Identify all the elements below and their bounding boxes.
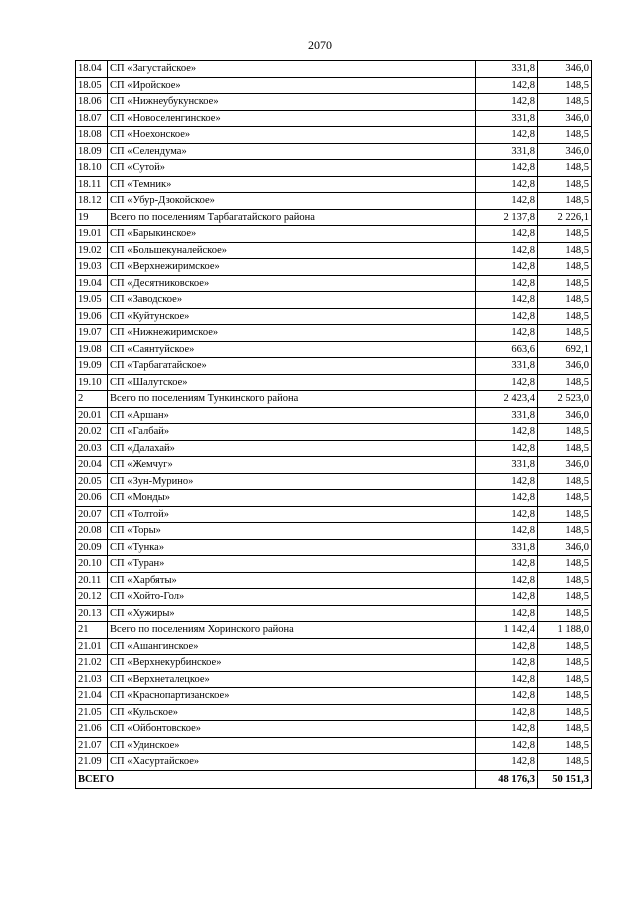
row-name: СП «Шалутское» — [108, 374, 476, 391]
row-value-2: 148,5 — [538, 638, 592, 655]
row-code: 19.06 — [76, 308, 108, 325]
row-value-2: 148,5 — [538, 490, 592, 507]
row-value-1: 331,8 — [476, 61, 538, 78]
table-row — [76, 655, 592, 672]
row-value-2: 148,5 — [538, 589, 592, 606]
row-value-1: 142,8 — [476, 325, 538, 342]
table-row — [76, 506, 592, 523]
row-code: 20.11 — [76, 572, 108, 589]
row-name: СП «Селендума» — [108, 143, 476, 160]
row-name: СП «Темник» — [108, 176, 476, 193]
row-value-2: 148,5 — [538, 226, 592, 243]
table-row — [76, 754, 592, 771]
row-name: СП «Нижнеубукунское» — [108, 94, 476, 111]
row-name: СП «Новоселенгинское» — [108, 110, 476, 127]
row-value-2: 346,0 — [538, 61, 592, 78]
table-row — [76, 457, 592, 474]
row-value-1: 142,8 — [476, 721, 538, 738]
row-value-2: 148,5 — [538, 572, 592, 589]
table-row — [76, 473, 592, 490]
table-row — [76, 688, 592, 705]
table-row — [76, 77, 592, 94]
row-name: СП «Загустайское» — [108, 61, 476, 78]
row-code: 21.07 — [76, 737, 108, 754]
table-row — [76, 193, 592, 210]
row-code: 20.08 — [76, 523, 108, 540]
total-value-1: 48 176,3 — [476, 770, 538, 788]
row-code: 18.08 — [76, 127, 108, 144]
row-value-2: 148,5 — [538, 308, 592, 325]
table-row — [76, 622, 592, 639]
row-name: СП «Далахай» — [108, 440, 476, 457]
row-code: 21.02 — [76, 655, 108, 672]
row-code: 18.10 — [76, 160, 108, 177]
row-code: 20.03 — [76, 440, 108, 457]
table-row — [76, 556, 592, 573]
row-value-1: 142,8 — [476, 556, 538, 573]
row-value-2: 148,5 — [538, 440, 592, 457]
row-value-1: 142,8 — [476, 242, 538, 259]
table-row — [76, 572, 592, 589]
table-row — [76, 226, 592, 243]
row-code: 20.04 — [76, 457, 108, 474]
row-value-1: 331,8 — [476, 358, 538, 375]
row-code: 18.11 — [76, 176, 108, 193]
row-value-2: 148,5 — [538, 754, 592, 771]
row-code: 21 — [76, 622, 108, 639]
row-value-1: 331,8 — [476, 110, 538, 127]
row-value-2: 148,5 — [538, 506, 592, 523]
row-value-2: 148,5 — [538, 655, 592, 672]
total-row — [76, 770, 592, 788]
row-code: 21.06 — [76, 721, 108, 738]
row-value-1: 142,8 — [476, 473, 538, 490]
row-name: Всего по поселениям Хоринского района — [108, 622, 476, 639]
row-name: СП «Нижнежиримское» — [108, 325, 476, 342]
row-code: 20.02 — [76, 424, 108, 441]
row-value-1: 142,8 — [476, 94, 538, 111]
table-row — [76, 638, 592, 655]
row-code: 21.05 — [76, 704, 108, 721]
table-body — [76, 61, 592, 771]
row-name: СП «Монды» — [108, 490, 476, 507]
row-code: 18.09 — [76, 143, 108, 160]
row-name: СП «Галбай» — [108, 424, 476, 441]
table-row — [76, 374, 592, 391]
row-value-2: 148,5 — [538, 737, 592, 754]
row-name: Всего по поселениям Тарбагатайского района — [108, 209, 476, 226]
row-name: СП «Торы» — [108, 523, 476, 540]
row-value-2: 2 523,0 — [538, 391, 592, 408]
row-value-1: 142,8 — [476, 374, 538, 391]
row-code: 19.02 — [76, 242, 108, 259]
row-value-2: 148,5 — [538, 671, 592, 688]
row-code: 21.01 — [76, 638, 108, 655]
row-name: СП «Зун-Мурино» — [108, 473, 476, 490]
table-row — [76, 737, 592, 754]
row-name: СП «Барыкинское» — [108, 226, 476, 243]
row-value-2: 692,1 — [538, 341, 592, 358]
table-row — [76, 176, 592, 193]
row-value-1: 331,8 — [476, 457, 538, 474]
row-name: СП «Убур-Дзокойское» — [108, 193, 476, 210]
row-value-1: 142,8 — [476, 589, 538, 606]
row-value-1: 142,8 — [476, 440, 538, 457]
table-row — [76, 424, 592, 441]
row-value-1: 142,8 — [476, 671, 538, 688]
allocation-table — [75, 60, 592, 789]
row-name: СП «Хойто-Гол» — [108, 589, 476, 606]
table-row — [76, 325, 592, 342]
row-value-2: 148,5 — [538, 704, 592, 721]
row-name: СП «Харбяты» — [108, 572, 476, 589]
table-row — [76, 407, 592, 424]
table-row — [76, 209, 592, 226]
row-name: СП «Большекуналейское» — [108, 242, 476, 259]
table-row — [76, 391, 592, 408]
row-name: СП «Десятниковское» — [108, 275, 476, 292]
row-code: 19 — [76, 209, 108, 226]
row-code: 2 — [76, 391, 108, 408]
row-value-1: 142,8 — [476, 638, 538, 655]
row-value-2: 346,0 — [538, 457, 592, 474]
row-value-2: 346,0 — [538, 358, 592, 375]
table-row — [76, 127, 592, 144]
row-code: 21.03 — [76, 671, 108, 688]
row-value-2: 346,0 — [538, 143, 592, 160]
row-value-2: 148,5 — [538, 176, 592, 193]
row-code: 18.12 — [76, 193, 108, 210]
table-row — [76, 143, 592, 160]
row-code: 19.10 — [76, 374, 108, 391]
row-name: СП «Аршан» — [108, 407, 476, 424]
row-value-2: 148,5 — [538, 242, 592, 259]
row-value-1: 331,8 — [476, 407, 538, 424]
table-row — [76, 490, 592, 507]
table-row — [76, 292, 592, 309]
table-row — [76, 589, 592, 606]
table-row — [76, 523, 592, 540]
row-value-2: 148,5 — [538, 160, 592, 177]
row-value-1: 142,8 — [476, 127, 538, 144]
row-value-2: 148,5 — [538, 721, 592, 738]
row-code: 20.05 — [76, 473, 108, 490]
row-name: СП «Тунка» — [108, 539, 476, 556]
row-value-1: 142,8 — [476, 292, 538, 309]
row-name: Всего по поселениям Тункинского района — [108, 391, 476, 408]
row-value-2: 346,0 — [538, 539, 592, 556]
table-row — [76, 358, 592, 375]
row-value-1: 2 423,4 — [476, 391, 538, 408]
row-value-1: 663,6 — [476, 341, 538, 358]
row-name: СП «Толтой» — [108, 506, 476, 523]
row-value-2: 148,5 — [538, 688, 592, 705]
row-value-2: 148,5 — [538, 605, 592, 622]
row-value-1: 142,8 — [476, 655, 538, 672]
row-value-2: 148,5 — [538, 374, 592, 391]
row-code: 19.01 — [76, 226, 108, 243]
row-value-1: 142,8 — [476, 490, 538, 507]
row-value-1: 142,8 — [476, 424, 538, 441]
row-name: СП «Сутой» — [108, 160, 476, 177]
row-value-1: 142,8 — [476, 275, 538, 292]
row-value-2: 148,5 — [538, 275, 592, 292]
row-value-2: 148,5 — [538, 259, 592, 276]
table-row — [76, 308, 592, 325]
row-code: 18.04 — [76, 61, 108, 78]
row-value-1: 142,8 — [476, 754, 538, 771]
row-value-2: 148,5 — [538, 127, 592, 144]
row-name: СП «Краснопартизанское» — [108, 688, 476, 705]
row-code: 20.06 — [76, 490, 108, 507]
table-row — [76, 440, 592, 457]
row-code: 19.07 — [76, 325, 108, 342]
row-value-1: 142,8 — [476, 160, 538, 177]
row-value-2: 148,5 — [538, 292, 592, 309]
row-value-1: 142,8 — [476, 737, 538, 754]
row-code: 19.03 — [76, 259, 108, 276]
row-name: СП «Иройское» — [108, 77, 476, 94]
row-value-1: 142,8 — [476, 193, 538, 210]
row-code: 18.07 — [76, 110, 108, 127]
row-name: СП «Ашангинское» — [108, 638, 476, 655]
row-name: СП «Тарбагатайское» — [108, 358, 476, 375]
row-name: СП «Хасуртайское» — [108, 754, 476, 771]
row-name: СП «Хужиры» — [108, 605, 476, 622]
row-value-1: 142,8 — [476, 506, 538, 523]
row-name: СП «Верхнежиримское» — [108, 259, 476, 276]
row-value-1: 142,8 — [476, 308, 538, 325]
row-code: 20.07 — [76, 506, 108, 523]
row-code: 18.05 — [76, 77, 108, 94]
row-value-1: 142,8 — [476, 176, 538, 193]
row-code: 19.04 — [76, 275, 108, 292]
row-value-1: 142,8 — [476, 77, 538, 94]
row-value-1: 142,8 — [476, 226, 538, 243]
table-row — [76, 704, 592, 721]
row-value-1: 331,8 — [476, 539, 538, 556]
row-name: СП «Верхнеталецкое» — [108, 671, 476, 688]
row-value-2: 148,5 — [538, 325, 592, 342]
row-value-2: 346,0 — [538, 407, 592, 424]
row-name: СП «Ноехонское» — [108, 127, 476, 144]
row-value-1: 142,8 — [476, 572, 538, 589]
row-value-2: 148,5 — [538, 556, 592, 573]
table-row — [76, 605, 592, 622]
row-code: 21.04 — [76, 688, 108, 705]
table-row — [76, 110, 592, 127]
table-row — [76, 341, 592, 358]
row-name: СП «Туран» — [108, 556, 476, 573]
row-value-1: 2 137,8 — [476, 209, 538, 226]
table-row — [76, 160, 592, 177]
row-value-2: 148,5 — [538, 473, 592, 490]
row-value-1: 142,8 — [476, 688, 538, 705]
row-code: 20.10 — [76, 556, 108, 573]
row-name: СП «Удинское» — [108, 737, 476, 754]
row-value-2: 148,5 — [538, 523, 592, 540]
row-value-1: 142,8 — [476, 523, 538, 540]
row-value-1: 142,8 — [476, 259, 538, 276]
row-value-2: 1 188,0 — [538, 622, 592, 639]
row-code: 20.12 — [76, 589, 108, 606]
row-value-2: 148,5 — [538, 94, 592, 111]
row-name: СП «Жемчуг» — [108, 457, 476, 474]
row-name: СП «Верхнекурбинское» — [108, 655, 476, 672]
row-value-1: 142,8 — [476, 704, 538, 721]
table-row — [76, 539, 592, 556]
row-code: 20.01 — [76, 407, 108, 424]
table-row — [76, 275, 592, 292]
row-name: СП «Саянтуйское» — [108, 341, 476, 358]
total-label: ВСЕГО — [76, 770, 476, 788]
row-name: СП «Куйтунское» — [108, 308, 476, 325]
row-value-2: 148,5 — [538, 77, 592, 94]
row-code: 20.09 — [76, 539, 108, 556]
table-row — [76, 721, 592, 738]
row-value-1: 1 142,4 — [476, 622, 538, 639]
table-row — [76, 61, 592, 78]
row-value-2: 148,5 — [538, 424, 592, 441]
row-value-2: 346,0 — [538, 110, 592, 127]
row-value-2: 2 226,1 — [538, 209, 592, 226]
total-value-2: 50 151,3 — [538, 770, 592, 788]
row-value-2: 148,5 — [538, 193, 592, 210]
row-code: 18.06 — [76, 94, 108, 111]
row-name: СП «Кульское» — [108, 704, 476, 721]
row-code: 19.09 — [76, 358, 108, 375]
table-row — [76, 94, 592, 111]
row-name: СП «Заводское» — [108, 292, 476, 309]
row-code: 20.13 — [76, 605, 108, 622]
row-code: 19.05 — [76, 292, 108, 309]
row-name: СП «Ойбонтовское» — [108, 721, 476, 738]
table-row — [76, 242, 592, 259]
row-value-1: 331,8 — [476, 143, 538, 160]
table-row — [76, 671, 592, 688]
row-code: 19.08 — [76, 341, 108, 358]
page-number: 2070 — [308, 38, 332, 52]
table-row — [76, 259, 592, 276]
row-value-1: 142,8 — [476, 605, 538, 622]
row-code: 21.09 — [76, 754, 108, 771]
